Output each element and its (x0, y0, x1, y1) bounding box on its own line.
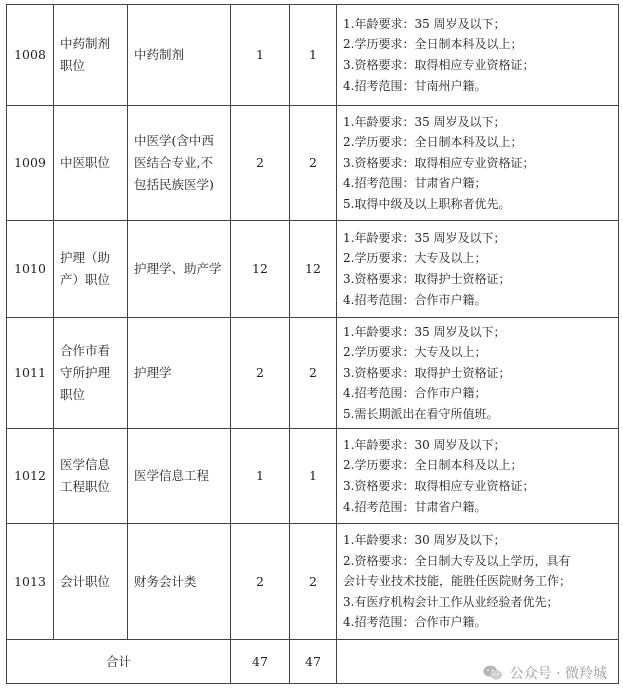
position-name (54, 318, 128, 429)
requirement-line: 2.学历要求：全日制本科及以上； (343, 458, 523, 473)
table-row (7, 318, 619, 429)
position-code: 1013 (7, 524, 54, 640)
major (128, 5, 231, 106)
major (128, 524, 231, 640)
major (128, 221, 231, 318)
requirements (337, 221, 619, 318)
position-name-line: 职位 (60, 387, 86, 402)
actual-count: 12 (290, 221, 337, 318)
requirement-line: 4.招考范围：甘肃省户籍； (343, 176, 487, 191)
major-line: 医结合专业,不 (134, 155, 213, 170)
planned-count: 2 (231, 106, 290, 221)
position-code: 1012 (7, 429, 54, 524)
requirement-line: 3.资格要求：取得相应专业资格证； (343, 58, 535, 72)
requirement-line: 1.年龄要求：35 周岁及以下； (343, 114, 506, 129)
major-line: 护理学 (134, 365, 172, 380)
requirement-line: 2.资格要求：全日制大专及以上学历，具有 (343, 553, 571, 568)
major-line: 中药制剂 (134, 47, 185, 62)
planned-count: 1 (231, 429, 290, 524)
table-row (7, 221, 619, 318)
total-planned: 47 (231, 640, 290, 684)
requirements (337, 524, 619, 640)
requirement-line: 2.学历要求：大专及以上； (343, 345, 487, 360)
requirements (337, 5, 619, 106)
requirement-line: 4.招考范围：甘南州户籍。 (343, 78, 487, 93)
position-code: 1008 (7, 5, 54, 106)
requirements (337, 318, 619, 429)
position-name-line: 会计职位 (60, 573, 111, 589)
position-code: 1010 (7, 221, 54, 318)
requirement-line: 会计专业技术技能，能胜任医院财务工作； (343, 574, 572, 589)
requirement-line: 3.资格要求：取得护士资格证； (343, 365, 511, 380)
requirement-line: 5.需长期派出在看守所值班。 (343, 406, 499, 421)
position-name (54, 524, 128, 640)
actual-count: 2 (290, 318, 337, 429)
position-name-line: 合作市看 (60, 343, 111, 358)
position-code: 1011 (7, 318, 54, 429)
total-actual: 47 (290, 640, 337, 684)
major (128, 318, 231, 429)
requirement-line: 4.招考范围：合作市户籍。 (343, 292, 487, 307)
table-row (7, 524, 619, 640)
position-name-line: 护理（助 (60, 250, 111, 265)
watermark-text: 公众号 · 微羚城 (509, 666, 607, 682)
actual-count: 2 (290, 524, 337, 640)
table-row (7, 106, 619, 221)
actual-count: 1 (290, 5, 337, 106)
requirement-line: 1.年龄要求：35 周岁及以下； (343, 230, 506, 245)
requirement-line: 4.招考范围：合作市户籍。 (343, 615, 487, 630)
position-name-line: 医学信息 (60, 457, 111, 472)
planned-count: 12 (231, 221, 290, 318)
requirement-line: 1.年龄要求：35 周岁及以下； (343, 16, 506, 31)
position-name-line: 中医职位 (60, 155, 111, 170)
requirement-line: 1.年龄要求：35 周岁及以下； (343, 324, 506, 339)
planned-count: 2 (231, 318, 290, 429)
major (128, 106, 231, 221)
requirement-line: 4.招考范围：合作市户籍； (343, 386, 487, 401)
position-name-line: 产）职位 (60, 272, 111, 287)
position-code: 1009 (7, 106, 54, 221)
position-name-line: 职位 (60, 58, 86, 73)
recruitment-table (6, 4, 619, 684)
requirement-line: 2.学历要求：全日制本科及以上； (343, 37, 523, 52)
total-label: 合计 (7, 640, 231, 684)
major-line: 包括民族医学) (134, 177, 214, 192)
planned-count: 2 (231, 524, 290, 640)
major-line: 中医学(含中西 (134, 133, 214, 148)
table-row (7, 5, 619, 106)
watermark (482, 662, 607, 684)
position-name (54, 5, 128, 106)
position-name-line: 工程职位 (60, 479, 111, 494)
actual-count: 1 (290, 429, 337, 524)
requirement-line: 3.资格要求：取得相应专业资格证； (343, 155, 535, 170)
position-name (54, 429, 128, 524)
major (128, 429, 231, 524)
requirements (337, 429, 619, 524)
position-name (54, 221, 128, 318)
position-name (54, 106, 128, 221)
actual-count: 2 (290, 106, 337, 221)
major-line: 护理学、助产学 (134, 261, 222, 276)
position-name-line: 中药制剂 (60, 36, 111, 51)
requirement-line: 1.年龄要求：30 周岁及以下； (343, 533, 506, 548)
requirement-line: 1.年龄要求：30 周岁及以下； (343, 437, 506, 452)
table-row (7, 429, 619, 524)
major-line: 医学信息工程 (134, 468, 210, 483)
requirement-line: 4.招考范围：甘肃省户籍。 (343, 499, 487, 514)
requirement-line: 2.学历要求：大专及以上； (343, 251, 487, 266)
requirement-line: 2.学历要求：全日制本科及以上； (343, 135, 523, 150)
requirement-line: 5.取得中级及以上职称者优先。 (343, 196, 511, 211)
requirements (337, 106, 619, 221)
wechat-icon (482, 662, 504, 684)
planned-count: 1 (231, 5, 290, 106)
requirement-line: 3.资格要求：取得相应专业资格证； (343, 479, 535, 493)
requirement-line: 3.资格要求：取得护士资格证； (343, 272, 511, 286)
position-name-line: 守所护理 (60, 365, 111, 380)
major-line: 财务会计类 (134, 573, 197, 589)
requirement-line: 3.有医疗机构会计工作从业经验者优先； (343, 594, 559, 609)
